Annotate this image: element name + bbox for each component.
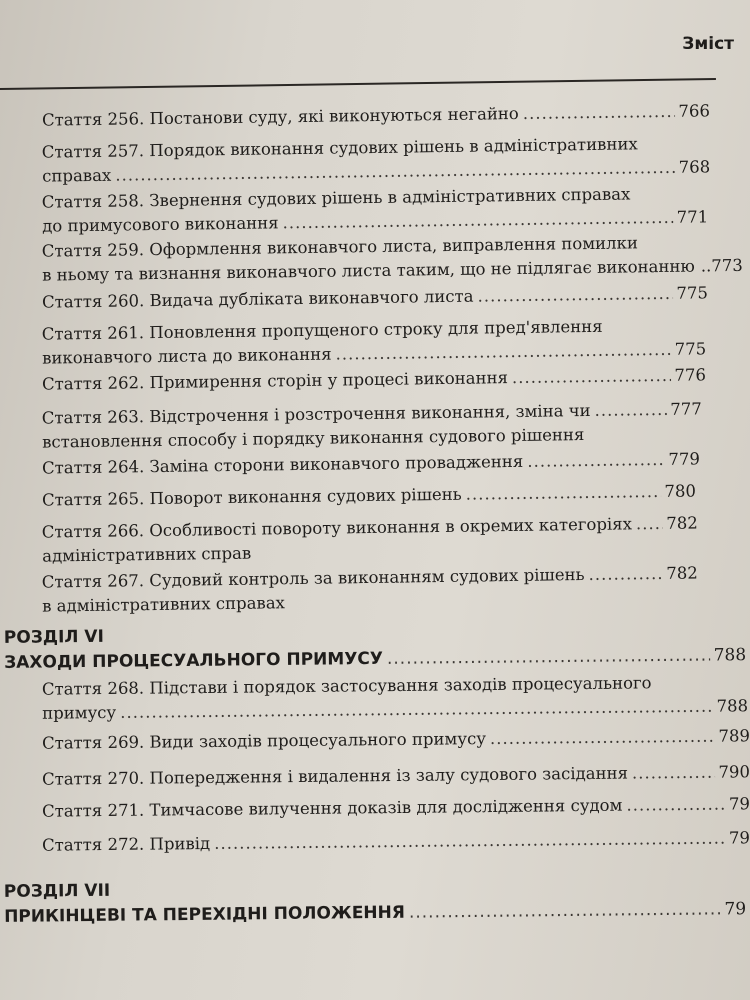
toc-entry-258: Стаття 258. Звернення судових рішень в адміністративних справах до примусового виконання ..... 771: [42, 181, 709, 238]
header-title: Зміст: [682, 34, 734, 54]
toc-entry-269: Стаття 269. Види заходів процесуального примусу ..... 789: [42, 724, 750, 755]
toc-entry-265: Стаття 265. Поворот виконання судових рішень ..... 780: [42, 479, 696, 512]
toc-entry-267: Стаття 267. Судовий контроль за виконанням судових рішень ..... 782 в адміністративних справах: [42, 561, 699, 618]
toc-entry-266: Стаття 266. Особливості повороту виконання в окремих категоріях ..... 782 адміністративних справ: [42, 511, 699, 568]
section-6-heading: РОЗДІЛ VI ЗАХОДИ ПРОЦЕСУАЛЬНОГО ПРИМУСУ ..... 788: [4, 618, 746, 676]
toc-entry-264: Стаття 264. Заміна сторони виконавчого провадження ..... 779: [42, 447, 700, 480]
toc-entry-272: Стаття 272. Привід ..... 79: [42, 826, 750, 857]
toc-entry-261: Стаття 261. Поновлення пропущеного строку для пред'явлення виконавчого листа до виконання ..... 775: [42, 313, 707, 370]
section-7-heading: РОЗДІЛ VII ПРИКІНЦЕВІ ТА ПЕРЕХІДНІ ПОЛОЖЕННЯ ..... 79: [4, 872, 746, 930]
toc-entry-259: Стаття 259. Оформлення виконавчого листа, виправлення помилки в ньому та визнання виконавчого листа таким, що не підлягає виконанню .. 773: [41, 233, 743, 285]
toc-entry-268: Стаття 268. Підстави і порядок застосування заходів процесуального примусу ..... 788: [42, 670, 748, 725]
toc-entry-260: Стаття 260. Видача дубліката виконавчого листа ..... 775: [42, 281, 708, 314]
toc-entry-262: Стаття 262. Примирення сторін у процесі виконання ..... 776: [42, 363, 706, 396]
toc-entry-257: Стаття 257. Порядок виконання судових рішень в адміністративних справах ..... 768: [42, 131, 711, 188]
toc-entry-256: Стаття 256. Постанови суду, які виконуються негайно ..... 766: [42, 99, 710, 132]
toc-entry-270: Стаття 270. Попередження і видалення із залу судового засідання ..... 790: [42, 760, 750, 791]
toc-entry-263: Стаття 263. Відстрочення і розстрочення виконання, зміна чи ..... 777 встановлення способу і порядку виконання судового рішення: [42, 397, 703, 454]
toc-entry-271: Стаття 271. Тимчасове вилучення доказів для дослідження судом ..... 79: [42, 792, 750, 823]
